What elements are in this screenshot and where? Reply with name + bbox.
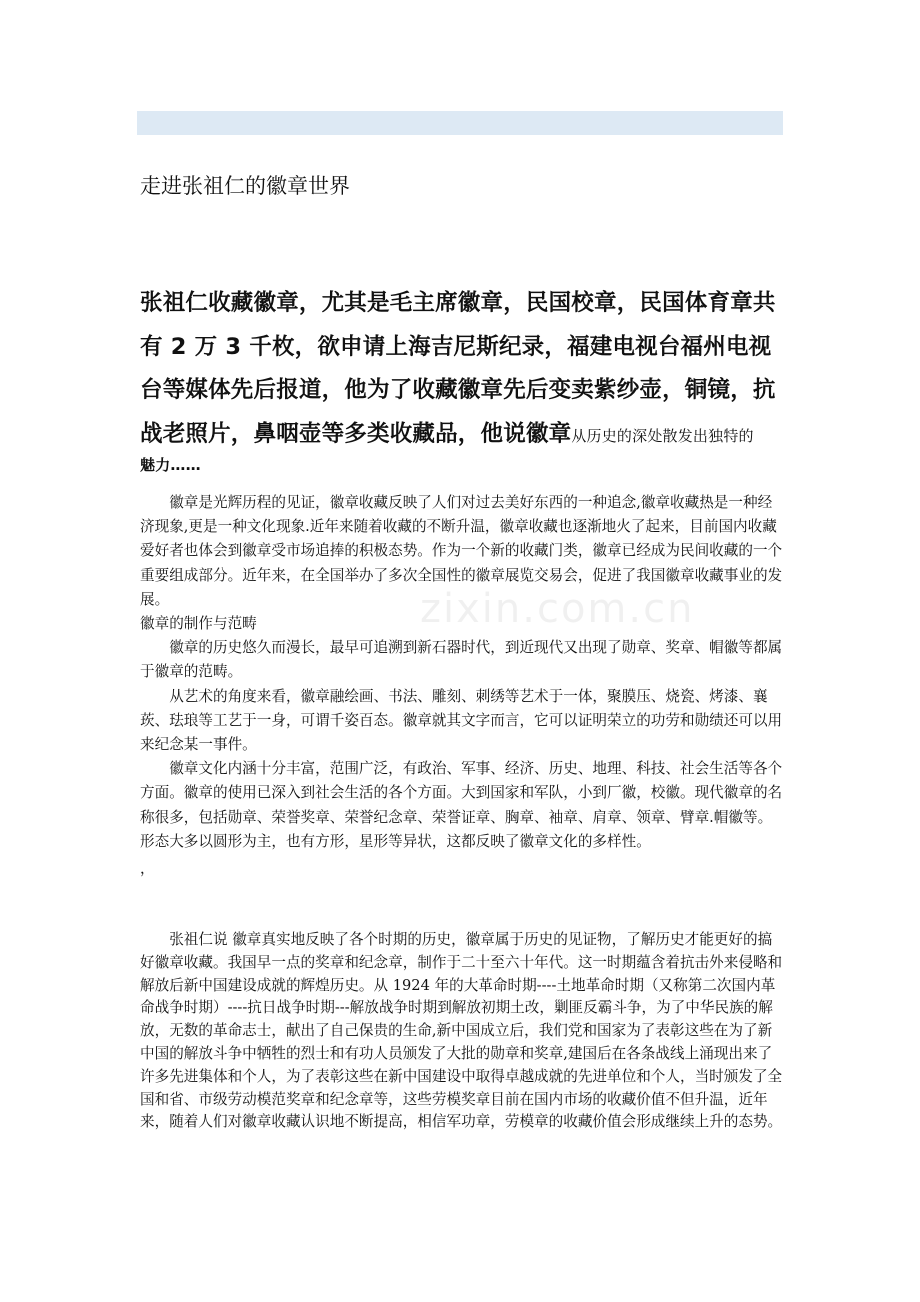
lead-tail-text: 魅力…… (140, 456, 201, 474)
lead-main-text: 张祖仁收藏徽章，尤其是毛主席徽章，民国校章，民国体育章共有 2 万 3 千枚，欲申请上海吉尼斯纪录，福建电视台福州电视台等媒体先后报道，他为了收藏徽章先后变卖紫纱壶，铜镜，抗战老照片，鼻咽壶等多类收藏品，他说徽章 (140, 290, 776, 447)
paragraph-history: 徽章的历史悠久而漫长，最早可追溯到新石器时代，到近现代又出现了勋章、奖章、帽徽等都属于徽章的范畴。 (140, 639, 783, 681)
lead-paragraph (140, 282, 786, 476)
body-section (140, 491, 786, 884)
closing-paragraph: 张祖仁说 徽章真实地反映了各个时期的历史，徽章属于历史的见证物，了解历史才能更好的搞好徽章收藏。我国早一点的奖章和纪念章，制作于二十至六十年代。这一时期蕴含着抗击外来侵略和解放后新中国建设成就的辉煌历史。从 1924 年的大革命时期----土地革命时期（又称第二次国内革命战争时期）----抗日战争时期---解放战争时期到解放初期土改，剿匪反霸斗争，为了中华民族的解放，无数的革命志士，献出了自己保贵的生命,新中国成立后，我们党和国家为了表彰这些在为了新中国的解放斗争中牺牲的烈士和有功人员颁发了大批的勋章和奖章,建国后在各条战线上涌现出来了许多先进集体和个人，为了表彰这些在新中国建设中取得卓越成就的先进单位和个人，当时颁发了全国和省、市级劳动模范奖章和纪念章等，这些劳模奖章目前在国内市场的收藏价值不但升温，近年来，随着人们对徽章收藏认识地不断提高，相信军功章，劳模章的收藏价值会形成继续上升的态势。 (140, 931, 783, 1131)
lead-small-text: 从历史的深处散发出独特的 (571, 426, 754, 445)
section-heading: 徽章的制作与范畴 (140, 615, 257, 633)
watermark: zixin.com.cn (420, 586, 695, 632)
paragraph-culture: 徽章文化内涵十分丰富，范围广泛，有政治、军事、经济、历史、地理、科技、社会生活等各个方面。徽章的使用已深入到社会生活的各个方面。大到国家和军队，小到厂徽，校徽。现代徽章的名称很多，包括勋章、荣誉奖章、荣誉纪念章、荣誉证章、胸章、袖章、肩章、领章、臂章.帽徽等。形态大多以圆形为主，也有方形，星形等异状，这都反映了徽章文化的多样性。 (140, 760, 783, 850)
paragraph-intro: 徽章是光辉历程的见证，徽章收藏反映了人们对过去美好东西的一种追念,徽章收藏热是一种经济现象,更是一种文化现象.近年来随着收藏的不断升温，徽章收藏也逐渐地火了起来，目前国内收藏爱好者也体会到徽章受市场追捧的积极态势。作为一个新的收藏门类，徽章已经成为民间收藏的一个重要组成部分。近年来，在全国举办了多次全国性的徽章展览交易会，促进了我国徽章收藏事业的发展。 (140, 494, 783, 608)
stray-comma: ， (140, 860, 155, 878)
page-title: 走进张祖仁的徽章世界 (140, 174, 350, 198)
paragraph-art: 从艺术的角度来看，徽章融绘画、书法、雕刻、刺绣等艺术于一体，聚膜压、烧瓷、烤漆、襄莰、珐琅等工艺于一身，可谓千姿百态。徽章就其文字而言，它可以证明荣立的功劳和勋绩还可以用来纪念某一事件。 (140, 687, 783, 754)
header-bar (137, 111, 783, 135)
